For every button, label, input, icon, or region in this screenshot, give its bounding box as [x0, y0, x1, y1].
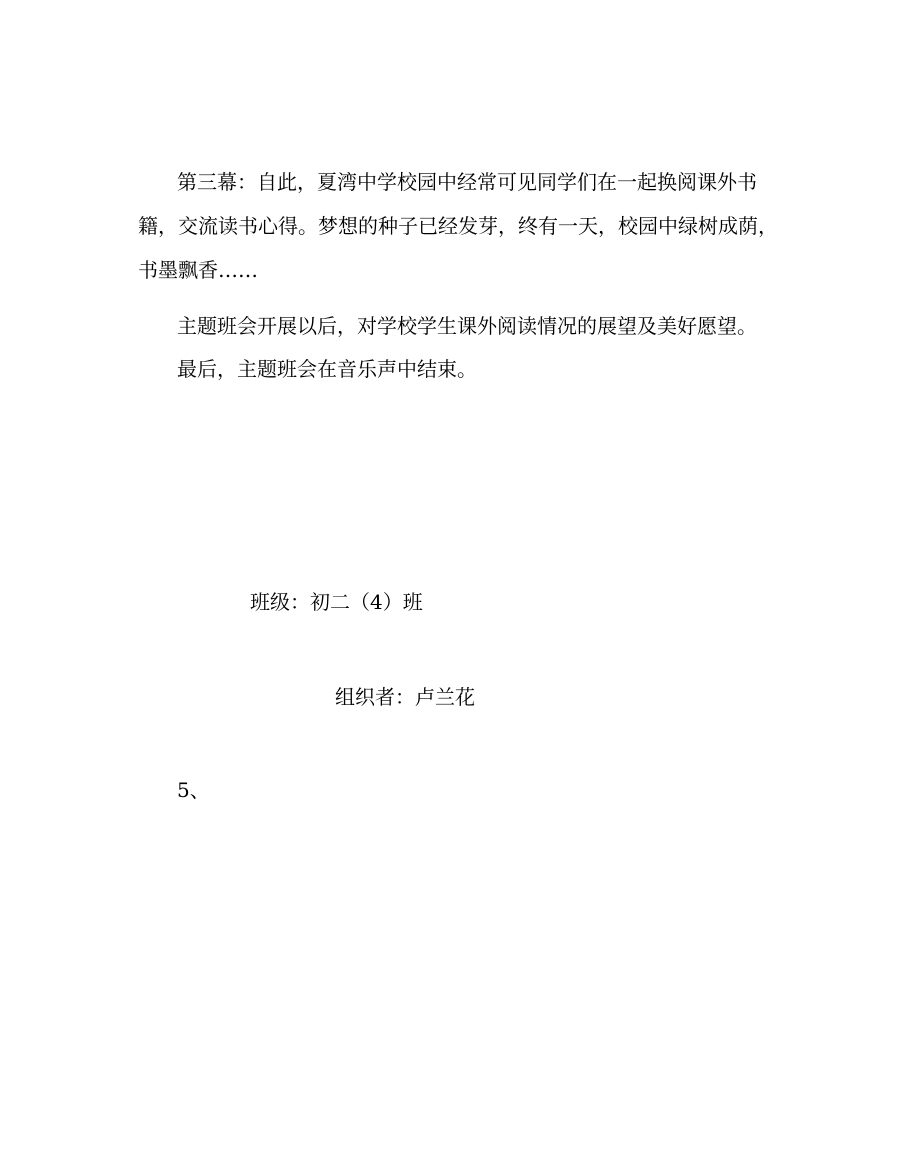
paragraph-act-three: [0, 160, 778, 292]
paragraph-line: 第三幕：自此，夏湾中学校园中经常可见同学们在一起换阅课外书: [177, 170, 757, 194]
paragraph-line: 籍，交流读书心得。梦想的种子已经发芽，终有一天，校园中绿树成荫，: [138, 214, 778, 238]
section-number: 5、: [177, 778, 210, 802]
paragraph-ending: 最后，主题班会在音乐声中结束。: [177, 357, 477, 381]
paragraph-line: 书墨飘香……: [138, 258, 258, 282]
paragraph-after-meeting: 主题班会开展以后，对学校学生课外阅读情况的展望及美好愿望。: [177, 314, 757, 338]
organizer-info: 组织者：卢兰花: [335, 685, 475, 709]
class-info: 班级：初二（4）班: [250, 590, 423, 614]
